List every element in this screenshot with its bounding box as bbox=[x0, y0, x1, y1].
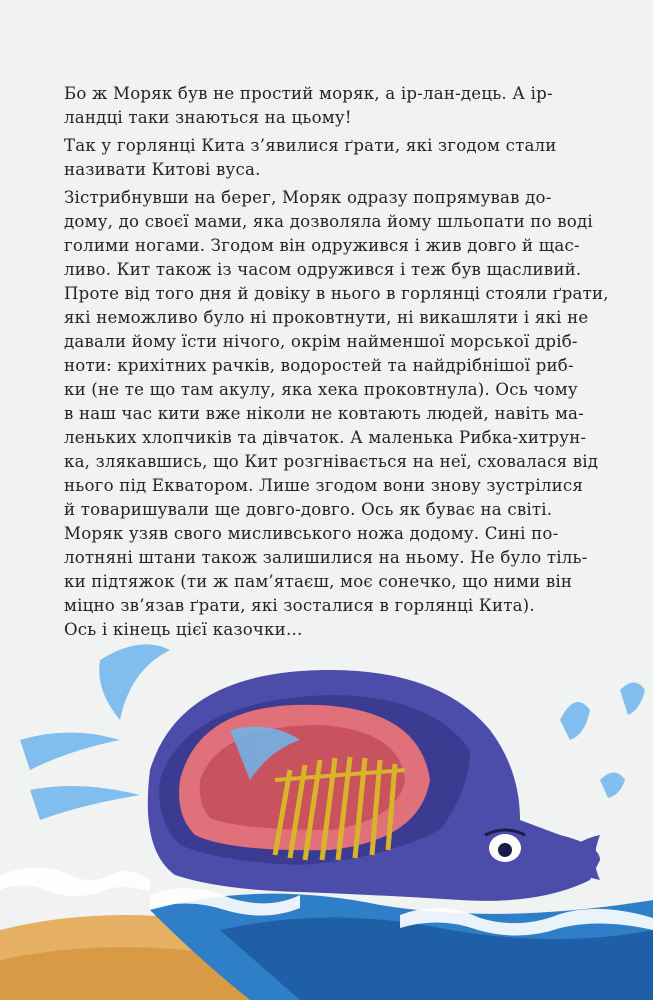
story-line: в наш час кити вже ніколи не ковтають людей, навіть ма- bbox=[64, 404, 584, 423]
story-line: ландці таки знаються на цьому! bbox=[64, 108, 352, 127]
story-line: й товаришували ще довго-довго. Ось як буває на світі. bbox=[64, 500, 553, 519]
story-line: ки (не те що там акулу, яка хека проковтнула). Ось чому bbox=[64, 380, 578, 399]
story-line: Проте від того дня й довіку в нього в горлянці стояли ґрати, bbox=[64, 284, 609, 303]
story-line: леньких хлопчиків та дівчаток. А маленька Рибка-хитрун- bbox=[64, 428, 587, 447]
story-line: Так у горлянці Кита з’явилися ґрати, які згодом стали bbox=[64, 136, 557, 155]
story-line: ноти: крихітних рачків, водоростей та найдрібнішої риб- bbox=[64, 356, 574, 375]
whale-illustration bbox=[0, 630, 653, 1000]
story-line: Ось і кінець цієї казочки… bbox=[64, 620, 303, 639]
story-line: голими ногами. Згодом він одружився і жив довго й щас- bbox=[64, 236, 580, 255]
whale-icon bbox=[148, 670, 600, 901]
story-line: які неможливо було ні проковтнути, ні викашляти і які не bbox=[64, 308, 589, 327]
story-line: ка, злякавшись, що Кит розгнівається на неї, сховалася від bbox=[64, 452, 599, 471]
story-line: ки підтяжок (ти ж пам’ятаєш, моє сонечко, що ними він bbox=[64, 572, 573, 591]
story-line: Моряк узяв свого мисливського ножа додому. Сині по- bbox=[64, 524, 559, 543]
story-line: міцно зв’язав ґрати, які зосталися в горлянці Кита). bbox=[64, 596, 535, 615]
story-line: нього під Екватором. Лише згодом вони знову зустрілися bbox=[64, 476, 583, 495]
story-line: Зістрибнувши на берег, Моряк одразу попрямував до- bbox=[64, 188, 552, 207]
story-line: давали йому їсти нічого, окрім найменшої морської дріб- bbox=[64, 332, 578, 351]
story-line: Бо ж Моряк був не простий моряк, а ір-лан-дець. А ір- bbox=[64, 84, 553, 103]
story-line: лотняні штани також залишилися на ньому. Не було тіль- bbox=[64, 548, 588, 567]
story-line: дому, до своєї мами, яка дозволяла йому шльопати по воді bbox=[64, 212, 593, 231]
story-line: називати Китові вуса. bbox=[64, 160, 261, 179]
story-line: ливо. Кит також із часом одружився і теж був щасливий. bbox=[64, 260, 582, 279]
